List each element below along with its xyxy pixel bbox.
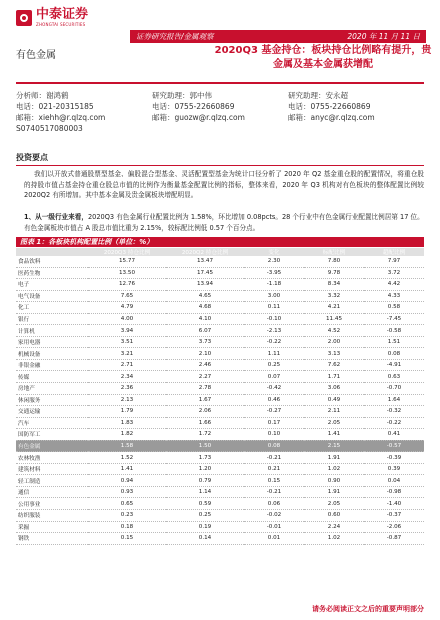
table-cell-value: -3.95 bbox=[244, 267, 304, 279]
report-date: 2020 年 11 月 11 日 bbox=[347, 32, 420, 41]
table-row bbox=[16, 290, 424, 302]
table-cell-value: 12.76 bbox=[88, 279, 166, 291]
table-cell-value: 0.08 bbox=[364, 348, 424, 360]
table-cell-value: 1.91 bbox=[304, 452, 364, 464]
table-cell-sector: 家用电器 bbox=[16, 336, 88, 348]
table-cell-sector: 电气设备 bbox=[16, 290, 88, 302]
table-cell-value: 1.73 bbox=[166, 452, 244, 464]
table-row bbox=[16, 336, 424, 348]
table-cell-value: 2.30 bbox=[244, 256, 304, 267]
table-cell-sector: 银行 bbox=[16, 313, 88, 325]
table-cell-value: 0.90 bbox=[304, 475, 364, 487]
table-row bbox=[16, 417, 424, 429]
table-cell-value: 0.94 bbox=[88, 475, 166, 487]
table-cell-value: 13.50 bbox=[88, 267, 166, 279]
table-row bbox=[16, 463, 424, 475]
table-cell-value: 0.14 bbox=[166, 533, 244, 545]
table-cell-sector: 钢铁 bbox=[16, 533, 88, 545]
table-cell-sector: 国防军工 bbox=[16, 429, 88, 441]
table-cell-sector: 建筑材料 bbox=[16, 463, 88, 475]
figure-title: 图表 1：各板块机构配置比例（单位：%） bbox=[20, 238, 154, 246]
table-cell-value: 0.79 bbox=[166, 475, 244, 487]
table-cell-sector: 房地产 bbox=[16, 383, 88, 395]
table-cell-value: 4.33 bbox=[364, 290, 424, 302]
table-row bbox=[16, 429, 424, 441]
table-cell-value: 2.13 bbox=[88, 394, 166, 406]
table-cell-sector: 化工 bbox=[16, 302, 88, 314]
table-row bbox=[16, 521, 424, 533]
table-cell-sector: 电子 bbox=[16, 279, 88, 291]
table-cell-value: 2.36 bbox=[88, 383, 166, 395]
table-cell-value: 11.45 bbox=[304, 313, 364, 325]
table-cell-value: 0.08 bbox=[244, 440, 304, 452]
table-cell-sector: 采掘 bbox=[16, 521, 88, 533]
table-cell-value: -0.58 bbox=[364, 325, 424, 337]
table-cell-value: 13.94 bbox=[166, 279, 244, 291]
table-cell-value: 1.66 bbox=[166, 417, 244, 429]
table-row bbox=[16, 383, 424, 395]
table-row bbox=[16, 325, 424, 337]
table-cell-sector: 农林牧渔 bbox=[16, 452, 88, 464]
table-cell-sector: 传媒 bbox=[16, 371, 88, 383]
table-cell-value: 2.06 bbox=[166, 406, 244, 418]
key-point-1 bbox=[24, 212, 424, 233]
table-cell-value: 0.17 bbox=[244, 417, 304, 429]
table-cell-value: -0.22 bbox=[364, 417, 424, 429]
table-cell-value: 3.21 bbox=[88, 348, 166, 360]
table-cell-sector: 汽车 bbox=[16, 417, 88, 429]
table-cell-value: 4.68 bbox=[166, 302, 244, 314]
header-divider bbox=[16, 82, 424, 84]
report-type-label: 证券研究报告/金属观察 bbox=[136, 32, 214, 41]
table-cell-value: 0.07 bbox=[244, 371, 304, 383]
table-cell-value: 6.07 bbox=[166, 325, 244, 337]
analyst-2 bbox=[152, 90, 245, 123]
table-cell-value: 0.49 bbox=[304, 394, 364, 406]
table-cell-value: 3.51 bbox=[88, 336, 166, 348]
analyst-3-email[interactable]: 邮箱：anyc@r.qlzq.com bbox=[288, 113, 375, 122]
table-cell-sector: 轻工制造 bbox=[16, 475, 88, 487]
brand-name-cn: 中泰证券 bbox=[36, 7, 89, 22]
table-cell-value: 2.10 bbox=[166, 348, 244, 360]
table-cell-value: 7.80 bbox=[304, 256, 364, 267]
table-cell-value: -2.13 bbox=[244, 325, 304, 337]
table-cell-value: 1.79 bbox=[88, 406, 166, 418]
table-cell-value: 2.11 bbox=[304, 406, 364, 418]
table-cell-value: -1.18 bbox=[244, 279, 304, 291]
table-row bbox=[16, 279, 424, 291]
analyst-1-phone: 电话：021-20315185 bbox=[16, 102, 94, 111]
table-cell-sector: 交通运输 bbox=[16, 406, 88, 418]
table-cell-value: 3.32 bbox=[304, 290, 364, 302]
table-cell-value: 0.21 bbox=[244, 463, 304, 475]
table-cell-value: 15.77 bbox=[88, 256, 166, 267]
table-cell-value: 4.65 bbox=[166, 290, 244, 302]
table-row bbox=[16, 533, 424, 545]
table-cell-value: 13.47 bbox=[166, 256, 244, 267]
table-cell-value: 0.46 bbox=[244, 394, 304, 406]
table-cell-value: 0.06 bbox=[244, 498, 304, 510]
table-cell-value: 4.79 bbox=[88, 302, 166, 314]
table-cell-value: -0.42 bbox=[244, 383, 304, 395]
table-cell-value: 2.78 bbox=[166, 383, 244, 395]
table-cell-value: -4.91 bbox=[364, 359, 424, 371]
table-cell-sector: 公用事业 bbox=[16, 498, 88, 510]
table-cell-value: -0.21 bbox=[244, 486, 304, 498]
table-cell-value: 2.05 bbox=[304, 417, 364, 429]
table-cell-value: 0.10 bbox=[244, 429, 304, 441]
report-tag-bar bbox=[130, 30, 426, 43]
table-cell-value: 0.25 bbox=[166, 510, 244, 522]
table-cell-value: 4.00 bbox=[88, 313, 166, 325]
footer-disclaimer: 请务必阅读正文之后的重要声明部分 bbox=[312, 605, 424, 613]
analyst-3-role: 研究助理：安永超 bbox=[288, 91, 348, 100]
col-header-over: 超配比例 bbox=[364, 248, 424, 256]
table-cell-value: -0.87 bbox=[364, 533, 424, 545]
table-cell-value: 1.52 bbox=[88, 452, 166, 464]
intro-paragraph: 我们以开放式普通股票型基金、偏股混合型基金、灵活配置型基金为统计口径分析了 2020 年 Q2 基金重仓股的配置情况，将重仓股的持股市值占基金持仓重仓股总市值的比例作为衡量基金配置比例的指标，整体来看，2020 年 Q3 机构对有色板块的整体配置比例较 2020Q2 有所增加。其中基本金属及贵金属板块增配明显。 bbox=[24, 170, 424, 199]
table-cell-value: 1.64 bbox=[364, 394, 424, 406]
table-cell-value: 3.94 bbox=[88, 325, 166, 337]
table-cell-value: 0.60 bbox=[304, 510, 364, 522]
table-cell-value: 4.21 bbox=[304, 302, 364, 314]
analyst-3 bbox=[288, 90, 375, 123]
table-cell-value: 2.34 bbox=[88, 371, 166, 383]
table-cell-value: 0.19 bbox=[166, 521, 244, 533]
table-cell-value: 3.13 bbox=[304, 348, 364, 360]
analyst-2-email[interactable]: 邮箱：guozw@r.qlzq.com bbox=[152, 113, 245, 122]
table-row bbox=[16, 510, 424, 522]
report-title: 2020Q3 基金持仓：板块持仓比例略有提升，贵金属及基本金属获增配 bbox=[214, 45, 432, 70]
table-cell-value: 0.11 bbox=[244, 302, 304, 314]
table-cell-value: -7.45 bbox=[364, 313, 424, 325]
table-cell-sector: 有色金属 bbox=[16, 440, 88, 452]
table-cell-value: 0.93 bbox=[88, 486, 166, 498]
col-header-change: 变化 bbox=[244, 248, 304, 256]
table-cell-value: 7.62 bbox=[304, 359, 364, 371]
key-point-1-lead: 1、从一级行业来看， bbox=[24, 213, 88, 221]
table-cell-value: 3.72 bbox=[364, 267, 424, 279]
analyst-1-email[interactable]: 邮箱：xiehh@r.qlzq.com bbox=[16, 113, 106, 122]
sector-label: 有色金属 bbox=[16, 50, 56, 61]
table-cell-sector: 计算机 bbox=[16, 325, 88, 337]
table-row bbox=[16, 452, 424, 464]
table-cell-value: -0.39 bbox=[364, 452, 424, 464]
table-cell-value: 2.46 bbox=[166, 359, 244, 371]
table-cell-value: 0.25 bbox=[244, 359, 304, 371]
table-cell-value: 1.91 bbox=[304, 486, 364, 498]
table-cell-sector: 纺织服装 bbox=[16, 510, 88, 522]
table-cell-value: 1.02 bbox=[304, 533, 364, 545]
table-cell-value: 1.71 bbox=[304, 371, 364, 383]
figure-title-bar bbox=[16, 237, 424, 247]
table-cell-value: 1.67 bbox=[166, 394, 244, 406]
col-header-standard: 标配比例 bbox=[304, 248, 364, 256]
table-cell-value: 7.65 bbox=[88, 290, 166, 302]
table-cell-value: 0.04 bbox=[364, 475, 424, 487]
table-cell-value: 0.15 bbox=[88, 533, 166, 545]
table-cell-value: 1.50 bbox=[166, 440, 244, 452]
analyst-1-role: 分析师：谢鸿鹤 bbox=[16, 91, 69, 100]
table-cell-value: 8.34 bbox=[304, 279, 364, 291]
table-cell-value: 0.23 bbox=[88, 510, 166, 522]
analyst-2-role: 研究助理：郭中伟 bbox=[152, 91, 212, 100]
table-row bbox=[16, 371, 424, 383]
table-cell-sector: 食品饮料 bbox=[16, 256, 88, 267]
table-cell-value: 0.63 bbox=[364, 371, 424, 383]
table-cell-value: 3.06 bbox=[304, 383, 364, 395]
table-row bbox=[16, 302, 424, 314]
table-cell-value: -0.02 bbox=[244, 510, 304, 522]
brand-name-en: ZHONGTAI SECURITIES bbox=[36, 22, 86, 27]
table-cell-value: 0.59 bbox=[166, 498, 244, 510]
key-point-1-text: 2020Q3 有色金属行业配置比例为 1.58%，环比增加 0.08pcts。28 个行业中有色金属行业配置比例居第 17 位。有色金属板块市值占 A 股总市值比重为 2.15%，较标配比例低 0.57 个百分点。 bbox=[24, 213, 424, 232]
table-cell-value: 0.18 bbox=[88, 521, 166, 533]
table-cell-value: 2.27 bbox=[166, 371, 244, 383]
table-cell-value: 1.51 bbox=[364, 336, 424, 348]
table-row bbox=[16, 256, 424, 267]
table-row bbox=[16, 498, 424, 510]
table-cell-value: 1.58 bbox=[88, 440, 166, 452]
table-cell-value: 1.11 bbox=[244, 348, 304, 360]
table-row bbox=[16, 440, 424, 452]
table-cell-value: 0.39 bbox=[364, 463, 424, 475]
table-cell-value: 4.10 bbox=[166, 313, 244, 325]
table-cell-sector: 休闲服务 bbox=[16, 394, 88, 406]
table-cell-sector: 医药生物 bbox=[16, 267, 88, 279]
table-cell-value: -0.10 bbox=[244, 313, 304, 325]
table-row bbox=[16, 348, 424, 360]
brand-text bbox=[36, 8, 88, 28]
table-cell-value: -0.57 bbox=[364, 440, 424, 452]
table-cell-value: 0.65 bbox=[88, 498, 166, 510]
col-header-sector bbox=[16, 248, 88, 256]
table-row bbox=[16, 475, 424, 487]
table-cell-value: -0.01 bbox=[244, 521, 304, 533]
table-row bbox=[16, 394, 424, 406]
table-row bbox=[16, 406, 424, 418]
col-header-q2: 2020Q2 持仓比例 bbox=[166, 248, 244, 256]
table-cell-value: 3.73 bbox=[166, 336, 244, 348]
table-cell-value: 1.41 bbox=[304, 429, 364, 441]
table-row bbox=[16, 267, 424, 279]
table-cell-value: 0.15 bbox=[244, 475, 304, 487]
table-cell-value: 2.24 bbox=[304, 521, 364, 533]
table-cell-value: 17.45 bbox=[166, 267, 244, 279]
analyst-1 bbox=[16, 90, 105, 134]
table-row bbox=[16, 359, 424, 371]
table-cell-value: 2.00 bbox=[304, 336, 364, 348]
table-cell-value: 1.41 bbox=[88, 463, 166, 475]
table-cell-sector: 非银金融 bbox=[16, 359, 88, 371]
table-cell-value: 2.15 bbox=[304, 440, 364, 452]
table-cell-value: 2.71 bbox=[88, 359, 166, 371]
table-cell-value: -0.32 bbox=[364, 406, 424, 418]
table-cell-value: -0.37 bbox=[364, 510, 424, 522]
brand-logo bbox=[16, 8, 88, 28]
table-cell-value: 7.97 bbox=[364, 256, 424, 267]
table-cell-value: 4.42 bbox=[364, 279, 424, 291]
table-cell-value: 1.83 bbox=[88, 417, 166, 429]
table-cell-value: -0.98 bbox=[364, 486, 424, 498]
brand-mark-icon bbox=[16, 10, 32, 26]
table-cell-value: 1.82 bbox=[88, 429, 166, 441]
table-cell-value: -0.27 bbox=[244, 406, 304, 418]
table-header-row bbox=[16, 248, 424, 256]
table-cell-value: -2.06 bbox=[364, 521, 424, 533]
table-cell-value: 1.20 bbox=[166, 463, 244, 475]
table-cell-value: 9.78 bbox=[304, 267, 364, 279]
table-row bbox=[16, 313, 424, 325]
analyst-1-cert: S0740517080003 bbox=[16, 124, 83, 133]
analyst-2-phone: 电话：0755-22660869 bbox=[152, 102, 235, 111]
table-cell-value: 1.02 bbox=[304, 463, 364, 475]
section-heading: 投资要点 bbox=[16, 152, 424, 166]
table-cell-value: -0.22 bbox=[244, 336, 304, 348]
col-header-q3: 2020Q3 持仓比例 bbox=[88, 248, 166, 256]
table-cell-value: 3.00 bbox=[244, 290, 304, 302]
table-cell-value: 0.01 bbox=[244, 533, 304, 545]
table-cell-value: 4.52 bbox=[304, 325, 364, 337]
analyst-3-phone: 电话：0755-22660869 bbox=[288, 102, 371, 111]
table-cell-value: 1.14 bbox=[166, 486, 244, 498]
table-cell-value: -0.21 bbox=[244, 452, 304, 464]
allocation-table bbox=[16, 248, 424, 545]
table-cell-value: 0.58 bbox=[364, 302, 424, 314]
table-cell-value: 0.41 bbox=[364, 429, 424, 441]
table-cell-sector: 机械设备 bbox=[16, 348, 88, 360]
table-cell-value: -0.70 bbox=[364, 383, 424, 395]
table-row bbox=[16, 486, 424, 498]
table-cell-sector: 通信 bbox=[16, 486, 88, 498]
table-cell-value: -1.40 bbox=[364, 498, 424, 510]
table-cell-value: 2.05 bbox=[304, 498, 364, 510]
table-cell-value: 1.72 bbox=[166, 429, 244, 441]
